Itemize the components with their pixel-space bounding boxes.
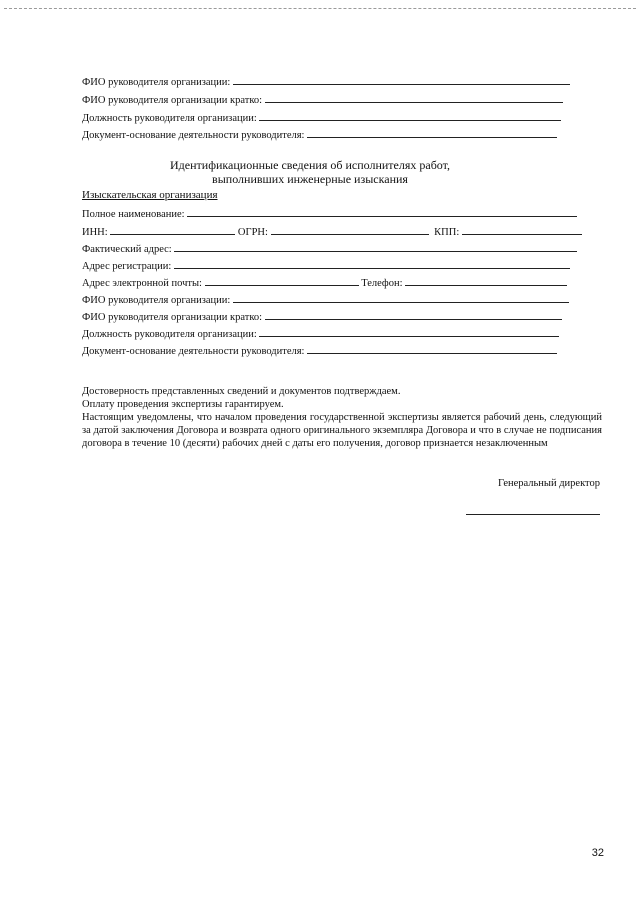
field-line[interactable]	[259, 110, 561, 121]
section-heading-line2: выполнивших инженерные изыскания	[212, 172, 408, 186]
field-label: Должность руководителя организации:	[82, 113, 257, 124]
confirmation-line2: Оплату проведения экспертизы гарантируем.	[82, 399, 284, 410]
head-name-short-row	[82, 309, 562, 323]
kpp-line[interactable]	[462, 224, 582, 235]
registration-address-row	[82, 258, 570, 272]
full-name-row	[82, 206, 577, 220]
confirmation-notice: Настоящим уведомлены, что началом проведения государственной экспертизы является рабочий день, следующий за датой заключения Договора и возврата одного оригинального экземпляра Договора и что в случае не подписания договора в течение 10 (десяти) рабочих дней с даты его получения, договор признается незаключенным	[82, 412, 602, 449]
field-label: Адрес регистрации:	[82, 261, 172, 272]
signature-title: Генеральный директор	[498, 478, 600, 489]
field-label: ФИО руководителя организации:	[82, 77, 231, 88]
top-head-name-row	[82, 74, 570, 88]
field-label: Фактический адрес:	[82, 244, 172, 255]
phone-line[interactable]	[405, 275, 567, 286]
field-label: Должность руководителя организации:	[82, 329, 257, 340]
top-basis-document-row	[82, 127, 557, 141]
field-line[interactable]	[233, 74, 570, 85]
field-line[interactable]	[265, 92, 563, 103]
field-label: ФИО руководителя организации:	[82, 295, 231, 306]
head-basis-document-row	[82, 343, 557, 357]
field-label: ФИО руководителя организации кратко:	[82, 312, 263, 323]
confirmation-block	[82, 385, 602, 450]
field-label: Документ-основание деятельности руководителя:	[82, 130, 305, 141]
ogrn-label: ОГРН:	[237, 227, 268, 238]
inn-ogrn-kpp-row	[82, 224, 582, 238]
email-phone-row	[82, 275, 567, 289]
confirmation-line1: Достоверность представленных сведений и документов подтверждаем.	[82, 386, 401, 397]
field-line[interactable]	[265, 309, 562, 320]
email-label: Адрес электронной почты:	[82, 278, 202, 289]
section-heading-line1: Идентификационные сведения об исполнителях работ,	[170, 158, 450, 172]
top-head-position-row	[82, 110, 561, 124]
section-heading	[110, 158, 510, 186]
email-line[interactable]	[205, 275, 359, 286]
head-position-row	[82, 326, 559, 340]
actual-address-row	[82, 241, 577, 255]
field-line[interactable]	[259, 326, 559, 337]
field-line[interactable]	[174, 241, 577, 252]
field-line[interactable]	[233, 292, 569, 303]
survey-org-title: Изыскательская организация	[82, 189, 218, 201]
field-line[interactable]	[187, 206, 577, 217]
inn-line[interactable]	[110, 224, 235, 235]
field-label: Полное наименование:	[82, 209, 185, 220]
field-line[interactable]	[307, 343, 557, 354]
scan-top-edge	[4, 8, 636, 9]
phone-label: Телефон:	[361, 278, 403, 289]
page-number: 32	[591, 847, 604, 859]
field-label: Документ-основание деятельности руководителя:	[82, 346, 305, 357]
inn-label: ИНН:	[82, 227, 108, 238]
ogrn-line[interactable]	[271, 224, 429, 235]
field-label: ФИО руководителя организации кратко:	[82, 95, 263, 106]
field-line[interactable]	[174, 258, 570, 269]
field-line[interactable]	[307, 127, 557, 138]
top-head-name-short-row	[82, 92, 563, 106]
kpp-label: КПП:	[434, 227, 460, 238]
head-name-row	[82, 292, 569, 306]
signature-line[interactable]	[466, 514, 600, 515]
